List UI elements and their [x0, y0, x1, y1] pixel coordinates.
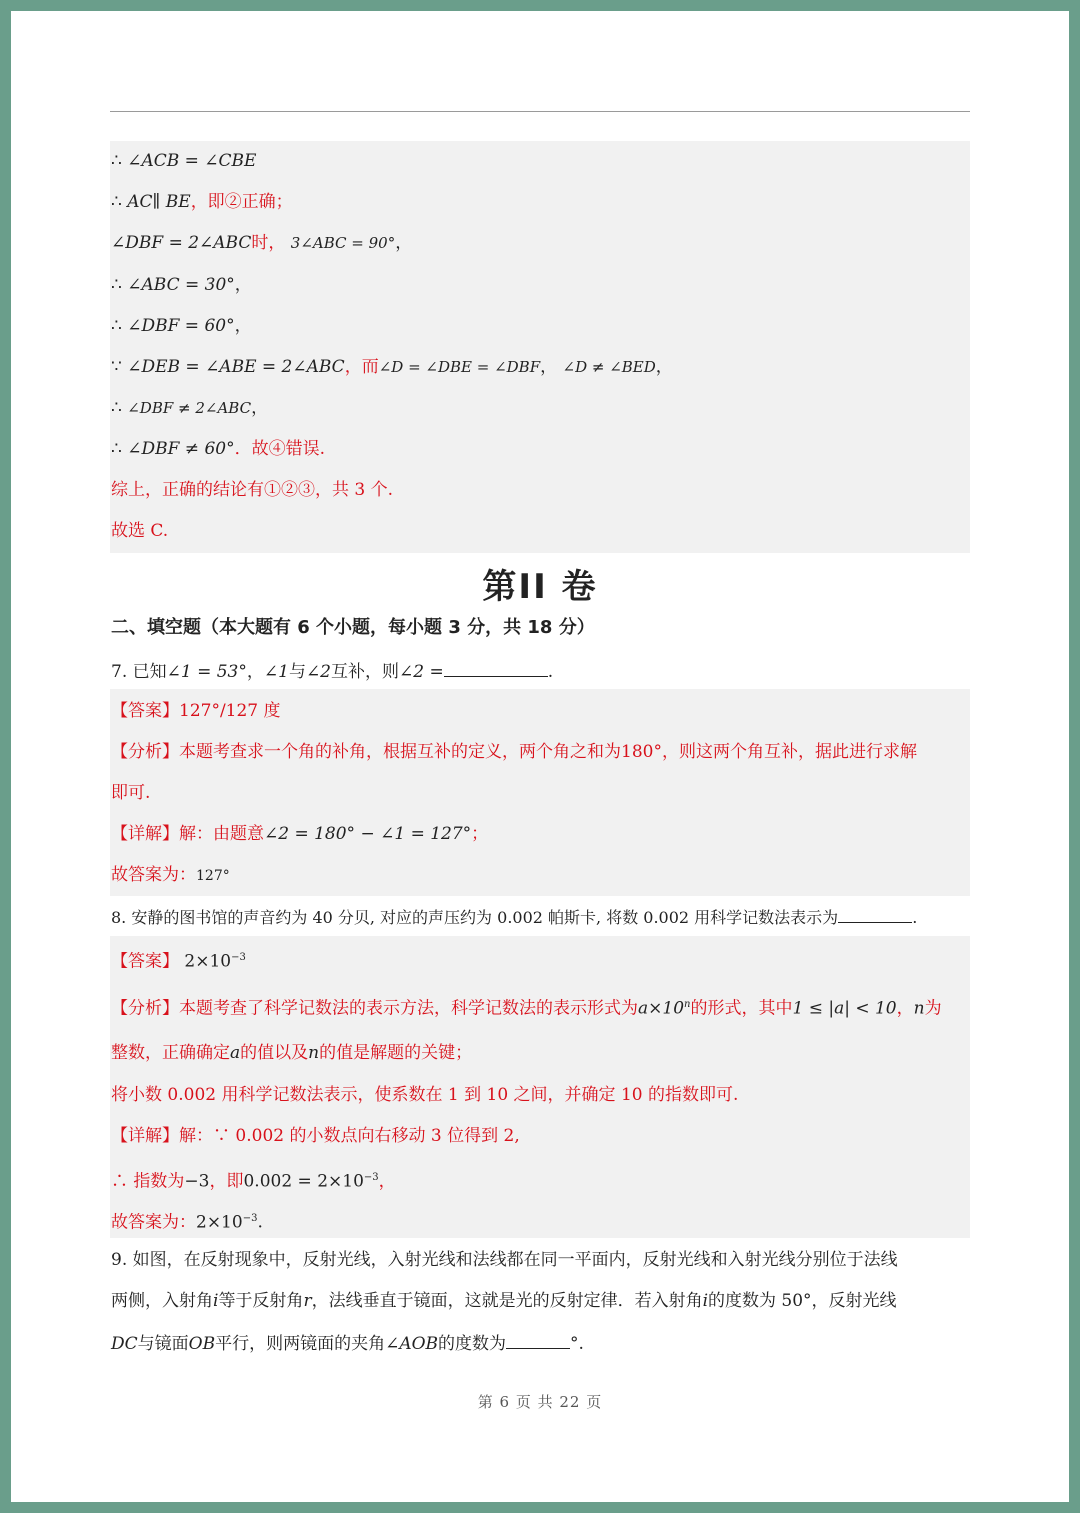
detail-text: 解：∵ 0.002 的小数点向右移动 3 位得到 2, [179, 1126, 520, 1146]
proof-line-4 [111, 273, 252, 297]
q7-answer [111, 699, 281, 723]
q8-text: . [912, 908, 918, 927]
q8-analysis-2 [111, 1041, 472, 1065]
detail-tag: 【详解】 [111, 1126, 179, 1146]
question-9-line-2 [111, 1289, 897, 1313]
proof-math: ∠D = ∠DBE = ∠DBF [378, 358, 541, 376]
proof-line-2 [111, 190, 293, 214]
proof-math: ∠ACB = ∠CBE [127, 151, 257, 171]
proof-line-1 [111, 149, 256, 173]
proof-comma: ， [234, 275, 252, 295]
answer-blank[interactable] [444, 658, 548, 677]
proof-math: ∠DBF ≠ 60° [127, 439, 235, 459]
analysis-math: a [230, 1043, 241, 1063]
q9-text: °. [570, 1334, 584, 1354]
proof-math: AC∥ BE [127, 192, 191, 212]
analysis-text: 为 [924, 998, 942, 1019]
q7-detail [111, 822, 488, 846]
final-label: 故答案为： [111, 1212, 196, 1233]
therefore-symbol: ∴ [111, 398, 122, 418]
analysis-text: 本题考查了科学记数法的表示方法，科学记数法的表示形式为 [179, 998, 638, 1019]
answer-tag: 【答案】 [111, 951, 179, 972]
q7-analysis-cont: 即可. [111, 783, 151, 803]
q7-text: ， [246, 662, 264, 682]
therefore-symbol: ∴ [111, 192, 122, 212]
q9-text: 与镜面 [137, 1334, 189, 1354]
analysis-math: 1 ≤ |a| < 10 [792, 998, 897, 1019]
proof-math: ∠DBF = 60° [127, 316, 235, 336]
q7-text: 与 [288, 662, 306, 682]
proof-math: ∠ABC = 30° [127, 275, 235, 295]
q7-text: 7. 已知 [111, 662, 167, 682]
proof-math: ∠DBF ≠ 2∠ABC [127, 399, 252, 417]
analysis-text: 本题考查求一个角的补角，根据互补的定义，两个角之和为180°，则这两个角互补，据此进行求解 [179, 742, 917, 762]
detail-text: 解：由题意 [179, 824, 264, 844]
choice-line: 故选 C. [111, 521, 169, 541]
proof-comment: ．故④错误. [234, 439, 325, 459]
q9-text: 的度数为 50°，反射光线 [708, 1291, 897, 1311]
answer-tag: 【答案】 [111, 701, 179, 721]
therefore-symbol: ∴ [111, 439, 122, 459]
analysis-text: 整数，正确确定 [111, 1043, 230, 1063]
analysis-tag: 【分析】 [111, 742, 179, 762]
page-footer: 第 6 页 共 22 页 [477, 1393, 603, 1411]
q8-detail-2 [111, 1166, 396, 1194]
page-sheet [11, 11, 1069, 1502]
q9-text: 平行，则两镜面的夹角 [215, 1334, 386, 1354]
final-value: 2×10 [196, 1212, 243, 1233]
detail-exponent: −3 [363, 1172, 379, 1183]
question-9-line-3 [111, 1330, 584, 1356]
detail-text: ∴ 指数为 [111, 1171, 185, 1192]
q7-text: . [547, 662, 554, 682]
answer-value: 127°/127 度 [179, 701, 281, 721]
answer-value: 2×10 [184, 951, 232, 972]
section-title: 第II 卷 [482, 567, 598, 607]
proof-line-5 [111, 314, 252, 338]
proof-math: ∠DBF = 2∠ABC [111, 233, 252, 253]
analysis-math: n [308, 1043, 320, 1063]
q7-final [111, 863, 230, 888]
detail-text: ，即 [209, 1171, 244, 1192]
question-7 [111, 658, 553, 684]
proof-line-3 [111, 231, 412, 255]
section-heading: 二、填空题（本大题有 6 个小题，每小题 3 分，共 18 分） [111, 617, 595, 638]
proof-comma: ， [540, 357, 558, 377]
proof-comma: ， [251, 398, 269, 418]
final-value: 127° [196, 868, 230, 884]
answer-blank[interactable] [506, 1330, 570, 1349]
detail-text: ， [378, 1171, 396, 1192]
proof-comma: ， [655, 357, 673, 377]
proof-comma: ， [234, 316, 252, 336]
q8-analysis-3: 将小数 0.002 用科学记数法表示，使系数在 1 到 10 之间，并确定 10 的指数即可. [111, 1085, 739, 1105]
proof-comment: ，而 [344, 357, 379, 377]
detail-text: ； [471, 824, 489, 844]
q8-final [111, 1207, 263, 1235]
proof-math: ∠D ≠ ∠BED [562, 358, 656, 376]
proof-line-8 [111, 437, 325, 461]
detail-math: ∠2 = 180° − ∠1 = 127° [264, 824, 472, 844]
proof-line-7 [111, 396, 268, 420]
question-8 [111, 904, 917, 930]
q9-math: ∠AOB [385, 1334, 439, 1354]
q9-math: i [702, 1291, 709, 1311]
therefore-symbol: ∴ [111, 151, 122, 171]
analysis-exponent: n [684, 999, 691, 1010]
q7-math: ∠1 [263, 662, 289, 682]
q8-detail-1 [111, 1124, 520, 1148]
detail-math: 0.002 = 2×10 [243, 1171, 364, 1192]
q7-text: 互补，则 [331, 662, 399, 682]
analysis-math: n [913, 998, 925, 1019]
q9-text: 等于反射角 [218, 1291, 304, 1311]
q9-text: ，法线垂直于镜面，这就是光的反射定律．若入射角 [311, 1291, 703, 1311]
therefore-symbol: ∴ [111, 275, 122, 295]
q9-math: DC [111, 1334, 138, 1354]
q7-analysis [111, 740, 917, 764]
q7-math: ∠2 [305, 662, 331, 682]
analysis-text: 的值以及 [240, 1043, 309, 1063]
analysis-text: 的值是解题的关键； [319, 1043, 473, 1063]
q9-math: OB [188, 1334, 216, 1354]
summary-line: 综上，正确的结论有①②③，共 3 个. [111, 480, 394, 500]
proof-line-6 [111, 355, 673, 379]
q8-analysis [111, 993, 942, 1021]
question-9-line-1: 9. 如图，在反射现象中，反射光线，入射光线和法线都在同一平面内，反射光线和入射光线分别位于法线 [111, 1250, 898, 1270]
proof-math: 3∠ABC = 90° [290, 234, 396, 252]
proof-comment: ，即②正确； [190, 192, 293, 212]
q9-text: 的度数为 [438, 1334, 507, 1354]
header-rule [110, 111, 970, 112]
q9-math: i [213, 1291, 219, 1311]
answer-blank[interactable] [838, 904, 912, 923]
analysis-math: a×10 [638, 998, 685, 1019]
analysis-text: ， [896, 998, 914, 1019]
q8-text: 8. 安静的图书馆的声音约为 40 分贝, 对应的声压约为 0.002 帕斯卡, 将数 0.002 用科学记数法表示为 [111, 908, 839, 927]
final-exponent: −3 [242, 1213, 258, 1224]
analysis-text: 的形式，其中 [690, 998, 793, 1019]
q7-math: ∠1 = 53° [166, 662, 247, 682]
analysis-tag: 【分析】 [111, 998, 179, 1019]
because-symbol: ∵ [111, 357, 122, 377]
proof-comment: 时， [251, 233, 286, 253]
final-value: . [257, 1212, 263, 1233]
answer-exponent: −3 [231, 952, 246, 963]
detail-math: −3 [184, 1171, 210, 1192]
final-label: 故答案为： [111, 865, 196, 885]
q7-math: ∠2 = [399, 662, 444, 682]
q9-text: 两侧，入射角 [111, 1291, 213, 1311]
proof-comma: ， [395, 233, 413, 253]
therefore-symbol: ∴ [111, 316, 122, 336]
detail-tag: 【详解】 [111, 824, 179, 844]
q9-math: r [303, 1291, 312, 1311]
q8-answer [111, 946, 246, 974]
proof-math: ∠DEB = ∠ABE = 2∠ABC [127, 357, 345, 377]
